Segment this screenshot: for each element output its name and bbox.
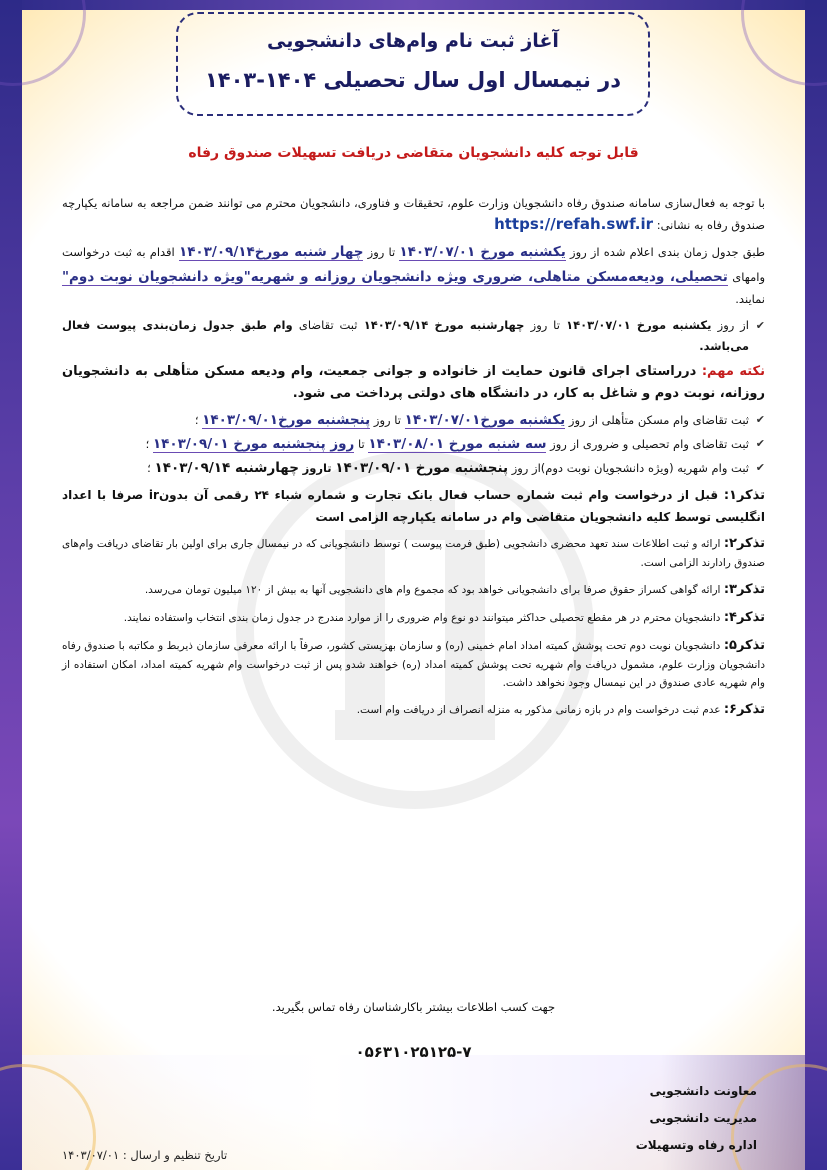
check-item-text: ثبت وام شهریه (ویژه دانشجویان نوبت دوم)از روز: [511, 460, 749, 475]
reminder-text: ارائه و ثبت اطلاعات سند تعهد محضری دانشجویی (طبق فرمت پیوست ) توسط دانشجویانی که در نیمسال جاری برای اولین بار تقاضای دریافت وام‌های صندوق رادارند الزامی است.: [62, 538, 765, 570]
issue-date: تاریخ تنظیم و ارسال : ۱۴۰۳/۰۷/۰۱: [62, 1148, 228, 1162]
check-item-suffix: ؛: [194, 413, 199, 428]
reminder-text: ارائه گواهی کسراز حقوق صرفا برای دانشجویانی خواهد بود که مجموع وام های دانشجویی آنها به بیش از ۱۲۰ میلیون تومان می‌رسد.: [144, 584, 721, 597]
check-item: [62, 458, 765, 479]
check-item-suffix: ؛: [145, 436, 150, 451]
schedule-post: اقدام به ثبت درخواست وامهای: [62, 245, 765, 284]
checkmark-icon: ✔: [755, 319, 765, 333]
page-title: آغاز ثبت نام وام‌های دانشجویی: [267, 30, 559, 52]
intro-paragraph: [62, 195, 765, 236]
reminder-3: [62, 579, 765, 601]
reminder-6: [62, 699, 765, 721]
signature-line: اداره رفاه وتسهیلات: [635, 1138, 757, 1152]
reminder-text: دانشجویان نوبت دوم تحت پوشش کمیته امداد امام خمینی (ره) و سازمان بهزیستی کشور، صرفاً با ارائه معرفی سازمان ذیربط و مکاتبه با صندوق رفاه دانشجویان وزارت علوم، مشمول دریافت وام شهریه تحت پوشش کمیته امداد (ره) خواهند شدو پس از ثبت درخواست وام شهریه کمیته امداد، امکان استفاده از وام شهریه عادی صندوق در این نیمسال وجود نخواهد داشت.: [62, 640, 765, 690]
check-item: [62, 410, 765, 431]
check-item: [62, 434, 765, 455]
reminder-text: عدم ثبت درخواست وام در بازه زمانی مذکور به منزله انصراف از دریافت وام است.: [356, 704, 721, 717]
note-text: درراستای اجرای قانون حمایت از خانواده و جوانی جمعیت، وام ودیعه مسکن متأهلی به دانشجویان روزانه، نوبت دوم و شاغل به کار، در دانشگاه های دولتی پرداخت می شود.: [62, 363, 765, 402]
check-item-suffix: ؛: [147, 460, 151, 475]
check-item-mid: تا: [357, 436, 365, 451]
check-item-start: یکشنبه مورخ۱۴۰۳/۰۷/۰۱: [404, 412, 566, 429]
reminder-2: [62, 533, 765, 573]
intro-text: با توجه به فعال‌سازی سامانه صندوق رفاه دانشجویان وزارت علوم، تحقیقات و فناوری، دانشجویان محترم می توانند ضمن مراجعه به سامانه یکپارچه صندوق رفاه به نشانی:: [62, 196, 765, 232]
right-frame-border: [805, 0, 827, 1170]
reminder-label: تذکر۲:: [723, 536, 766, 552]
main-pre: از روز: [717, 318, 749, 333]
checkmark-icon: ✔: [755, 413, 765, 427]
reminder-text: دانشجویان محترم در هر مقطع تحصیلی حداکثر میتوانند دو نوع وام ضروری را از موارد مندرج در جدول زمان بندی انتخاب واستفاده نمایند.: [123, 612, 721, 625]
audience-heading: قابل توجه کلیه دانشجویان متقاضی دریافت تسهیلات صندوق رفاه: [188, 145, 639, 161]
checkmark-icon: ✔: [755, 436, 765, 450]
contact-info: جهت کسب اطلاعات بیشتر باکارشناسان رفاه تماس بگیرید.: [271, 1000, 556, 1014]
check-item-mid: تا روز: [373, 413, 401, 428]
check-item-start: پنجشنبه مورخ ۱۴۰۳/۰۹/۰۱: [335, 459, 509, 476]
reminder-1: [62, 485, 765, 527]
reminder-5: [62, 635, 765, 693]
check-item-end: پنجشنبه مورخ۱۴۰۳/۰۹/۰۱: [202, 412, 371, 429]
important-note: [62, 361, 765, 407]
refah-portal-link[interactable]: https://refah.swf.ir: [494, 214, 654, 233]
signature-line: مدیریت دانشجویی: [649, 1111, 757, 1125]
left-frame-border: [0, 0, 22, 1170]
main-schedule-line: [62, 315, 765, 356]
main-mid2: ثبت تقاضای: [298, 318, 358, 333]
schedule-mid: تا روز: [367, 245, 396, 260]
note-label: نکته مهم:: [701, 363, 765, 379]
schedule-pre: طبق جدول زمان بندی اعلام شده از روز: [570, 245, 766, 260]
reminder-label: تذکر۶:: [723, 702, 765, 718]
main-mid: تا روز: [530, 318, 560, 333]
schedule-paragraph: [62, 242, 765, 309]
signature-line: معاونت دانشجویی: [649, 1084, 757, 1098]
reminder-label: تذکر۴:: [723, 610, 765, 626]
schedule-start-date: یکشنبه مورخ ۱۴۰۳/۰۷/۰۱: [399, 244, 566, 261]
schedule-end: نمایند.: [735, 292, 765, 307]
reminder-label: تذکر۱:: [723, 487, 765, 503]
reminder-label: تذکر۳:: [723, 582, 765, 598]
signature-block: [636, 1078, 757, 1159]
schedule-end-date: چهار شنبه مورخ۱۴۰۳/۰۹/۱۴: [178, 244, 364, 261]
page-subtitle: در نیمسال اول سال تحصیلی ۱۴۰۴-۱۴۰۳: [204, 68, 622, 92]
reminder-text: قبل از درخواست وام ثبت شماره حساب فعال بانک تجارت و شماره شباء ۲۴ رقمی آن بدونir صرفا با اعداد انگلیسی توسط کلیه دانشجویان متقاضی وام در سامانه یکپارچه الزامی است: [62, 487, 765, 524]
title-box: [176, 12, 650, 116]
main-start-date: یکشنبه مورخ ۱۴۰۳/۰۷/۰۱: [566, 318, 712, 333]
phone-number[interactable]: ۰۵۶۳۱۰۲۵۱۲۵-۷: [355, 1043, 472, 1061]
check-item-mid: تاروز: [302, 460, 332, 475]
top-frame-border: [0, 0, 827, 10]
reminder-label: تذکر۵:: [723, 638, 765, 654]
check-item-end: چهارشنبه ۱۴۰۳/۰۹/۱۴: [154, 459, 299, 476]
main-end-date: چهارشنبه مورخ ۱۴۰۳/۰۹/۱۴: [363, 318, 525, 333]
check-item-end: روز پنجشنبه مورخ ۱۴۰۳/۰۹/۰۱: [152, 435, 355, 452]
checkmark-icon: ✔: [755, 460, 765, 474]
announcement-body: [62, 195, 765, 727]
check-item-start: سه شنبه مورخ ۱۴۰۳/۰۸/۰۱: [368, 435, 547, 452]
reminder-4: [62, 607, 765, 629]
loan-types: تحصیلی، ودیعه‌مسکن متاهلی، ضروری ویژه دانشجویان روزانه و شهریه"ویژه دانشجویان نوبت دوم": [62, 268, 728, 285]
main-post: وام طبق جدول زمان‌بندی پیوست فعال می‌باشد.: [62, 318, 749, 353]
check-item-text: ثبت تقاضای وام مسکن متأهلی از روز: [568, 413, 749, 428]
check-item-text: ثبت تقاضای وام تحصیلی و ضروری از روز: [550, 436, 749, 451]
